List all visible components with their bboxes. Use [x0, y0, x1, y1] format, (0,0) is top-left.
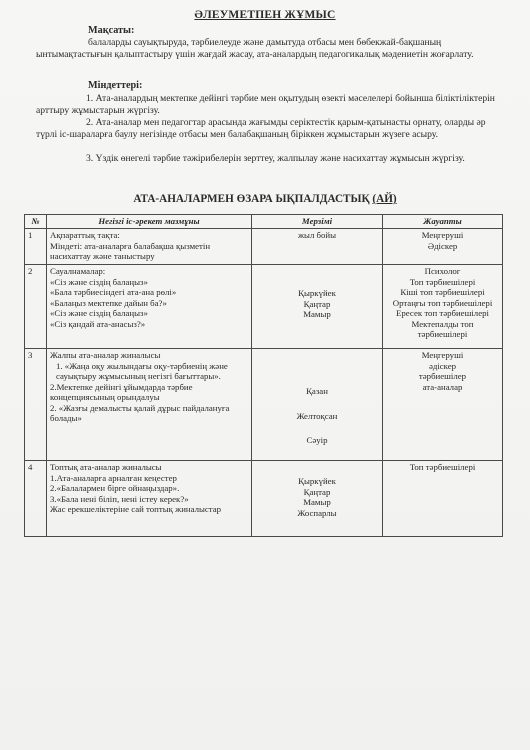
content-line: «Балаңыз мектепке дайын ба?» — [50, 297, 167, 308]
row-content — [47, 349, 252, 461]
goal-heading: Мақсаты: — [88, 25, 135, 36]
row-time — [252, 349, 383, 461]
row-resp — [383, 349, 503, 461]
content-line: Ақпараттық тақта: — [50, 230, 120, 240]
table-row — [25, 265, 503, 349]
table-title — [0, 193, 530, 205]
content-line: Сауалнамалар: — [50, 266, 106, 276]
resp-line: ата-аналар — [422, 381, 463, 392]
table-row — [25, 349, 503, 461]
content-line: «Сіз қандай ата-анасыз?» — [50, 318, 146, 329]
content-line: «Бала тәрбиесіндегі ата-ана рөлі» — [50, 287, 177, 297]
row-time — [252, 229, 383, 265]
resp-line: Ересек топ тәрбиешілері — [396, 308, 489, 318]
time-line: Мамыр — [303, 309, 331, 319]
goal-line-2: ынтымақтастығын қалыптастыру үшін жағдай жасау, ата-аналардың педагогикалық мәдениетін жоғарлату. — [36, 49, 474, 60]
resp-line: Меңгеруші — [421, 350, 464, 360]
resp-line: Әдіскер — [427, 240, 458, 251]
time-line: Қаңтар — [303, 486, 331, 497]
table-title-suffix: (АЙ) — [372, 193, 397, 205]
time-line: Жоспарлы — [297, 507, 337, 518]
tasks-heading: Міндеттері: — [88, 80, 143, 91]
goal-line-1: балаларды сауықтыруда, тәрбиелеуде және дамытуда отбасы мен бөбекжай-бақшаның — [88, 37, 442, 48]
header-content: Негізгі іс-әрекет мазмұны — [47, 215, 252, 229]
row-num: 2 — [25, 265, 47, 349]
content-line: Жас ерекшеліктеріне сай топтық жиналыстар — [50, 504, 222, 514]
row-num: 4 — [25, 461, 47, 537]
content-line: 2. «Жазғы демалысты қалай дұрыс пайдалануға болады» — [50, 402, 230, 423]
task-1: 1. Ата-аналардың мектепке дейінгі тәрбие мен оқытудың өзекті мәселелері бойынша біліктіліктерін арттыру жұмыстарын жүргізу. — [36, 93, 495, 116]
time-line: Қыркүйек — [298, 476, 336, 486]
content-line: 1. «Жаңа оқу жылындағы оқу-тәрбиенің және сауықтыру жұмысының негізгі бағыттары». — [56, 360, 228, 381]
document-title: ӘЛЕУМЕТПЕН ЖҰМЫС — [194, 9, 336, 21]
row-num: 3 — [25, 349, 47, 461]
content-line: «Сіз және сіздің балаңыз» — [50, 276, 148, 287]
resp-line: тәрбиешілер — [418, 371, 467, 381]
header-num: № — [25, 215, 47, 229]
time-line: Желтоқсан — [296, 410, 338, 421]
content-line: Міндеті: ата-аналарға балабақша қызметін насихаттау және таныстыру — [50, 240, 211, 261]
resp-line: әдіскер — [428, 360, 457, 371]
time-line: Қаңтар — [303, 298, 331, 309]
table-title-text: АТА-АНАЛАРМЕН ӨЗАРА ЫҚПАЛДАСТЫҚ — [133, 193, 370, 205]
content-line: «Сіз және сіздің балаңыз» — [50, 308, 148, 318]
resp-line: Ортаңғы топ тәрбиешілері — [392, 297, 493, 308]
row-resp — [383, 229, 503, 265]
time-line: жыл бойы — [297, 230, 337, 240]
content-line: 2.Мектепке дейінгі ұйымдарда тәрбие концепциясының орындалуы — [50, 381, 193, 402]
resp-line: Мектепалды топ тәрбиешілері — [411, 318, 474, 339]
row-time — [252, 461, 383, 537]
resp-line: Меңгеруші — [421, 230, 464, 240]
content-line: 2.«Балалармен бірге ойнаңыздар». — [50, 483, 180, 493]
time-line: Қыркүйек — [298, 288, 336, 298]
task-2: 2. Ата-аналар мен педагогтар арасында жағымды серіктестік қарым-қатынасты орнату, оларды әр түрлі іс-шараларға баулу негізінде отбасы мен балабақшаның біріккен жұмыстарын жүзеге асыру. — [36, 117, 486, 140]
header-resp: Жауапты — [383, 215, 503, 229]
time-line: Қазан — [306, 386, 328, 396]
resp-line: Топ тәрбиешілері — [409, 276, 476, 287]
row-content — [47, 461, 252, 537]
resp-line: Кіші топ тәрбиешілері — [400, 287, 485, 297]
header-time: Мерзімі — [252, 215, 383, 229]
content-line: 1.Ата-аналарға арналған кеңестер — [50, 472, 177, 483]
resp-line: Психолог — [424, 266, 461, 276]
content-line: Топтық ата-аналар жиналысы — [50, 462, 162, 472]
parents-interaction-table — [24, 214, 503, 537]
row-resp — [383, 461, 503, 537]
row-time — [252, 265, 383, 349]
row-content — [47, 265, 252, 349]
table-header-row — [25, 215, 503, 229]
table-row — [25, 461, 503, 537]
row-num: 1 — [25, 229, 47, 265]
time-line: Мамыр — [303, 497, 331, 507]
time-line: Сәуір — [306, 435, 328, 445]
task-3: 3. Үздік өнегелі тәрбие тәжірибелерін зерттеу, жалпылау және насихаттау жұмысын жүргізу. — [86, 153, 465, 164]
table-row — [25, 229, 503, 265]
row-content — [47, 229, 252, 265]
row-resp — [383, 265, 503, 349]
content-line: Жалпы ата-аналар жиналысы — [50, 350, 161, 360]
resp-line: Топ тәрбиешілері — [409, 462, 476, 472]
content-line: 3.«Бала нені біліп, нені істеу керек?» — [50, 493, 189, 504]
